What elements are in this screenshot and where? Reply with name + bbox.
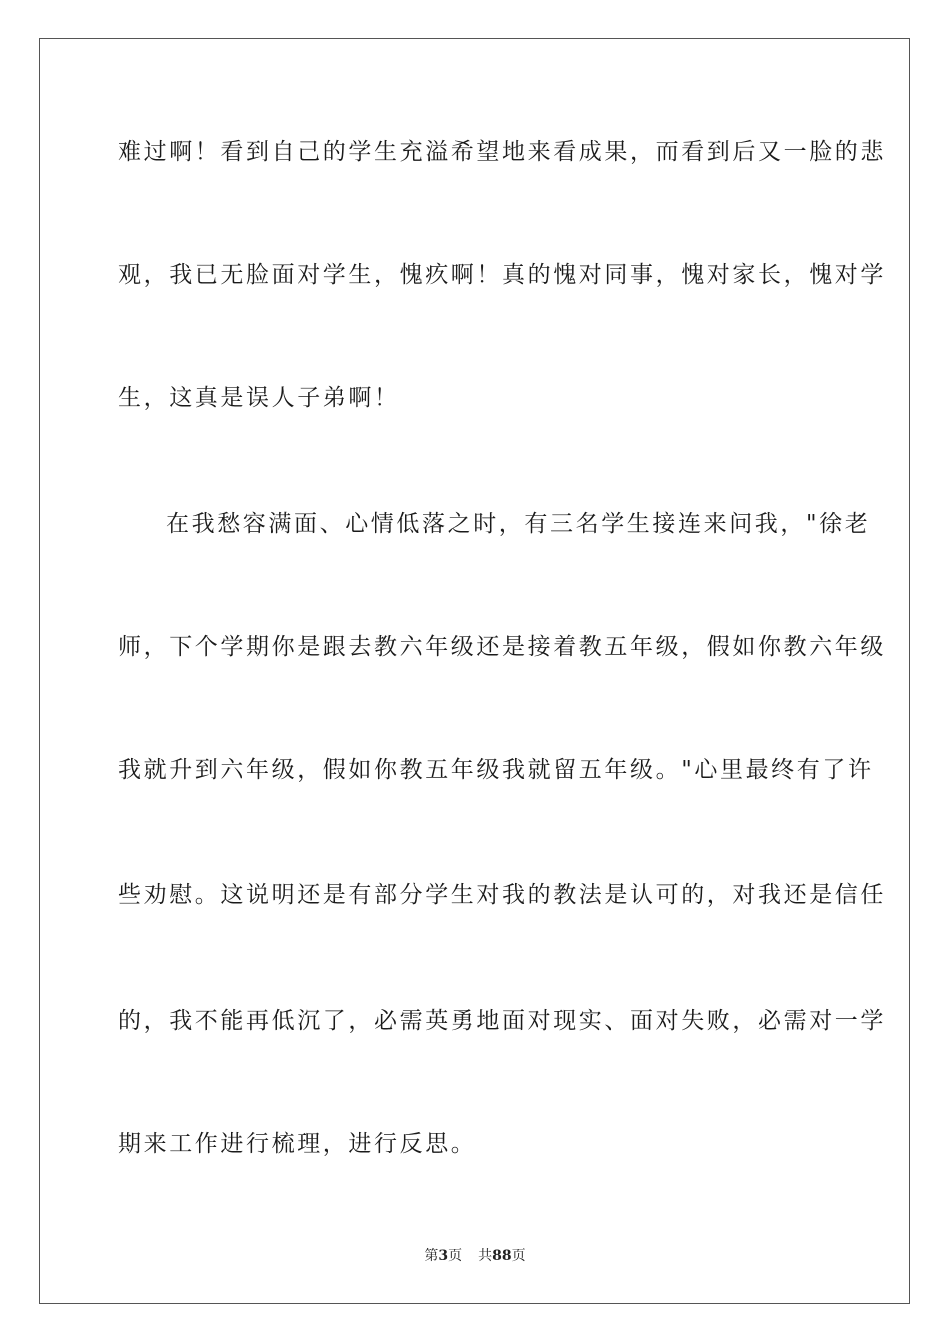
page-border [39, 38, 910, 1304]
text-line-4-paragraph-start: 在我愁容满面、心情低落之时，有三名学生接连来问我，"徐老 [166, 511, 871, 537]
text-line-1: 难过啊！看到自己的学生充溢希望地来看成果，而看到后又一脸的悲 [118, 139, 886, 165]
total-prefix: 共 [478, 1248, 493, 1264]
text-line-6: 我就升到六年级，假如你教五年级我就留五年级。"心里最终有了许 [118, 757, 874, 783]
text-line-2: 观，我已无脸面对学生，愧疚啊！真的愧对同事，愧对家长，愧对学 [118, 262, 886, 288]
total-pages: 88 [492, 1248, 512, 1264]
text-line-5: 师，下个学期你是跟去教六年级还是接着教五年级，假如你教六年级 [118, 634, 886, 660]
page-suffix: 页 [448, 1248, 463, 1264]
total-suffix: 页 [511, 1248, 526, 1264]
text-line-3: 生，这真是误人子弟啊！ [118, 385, 400, 411]
page-prefix: 第 [424, 1248, 439, 1264]
text-line-9: 期来工作进行梳理，进行反思。 [118, 1131, 477, 1157]
page-footer [0, 1247, 950, 1265]
text-line-8: 的，我不能再低沉了，必需英勇地面对现实、面对失败，必需对一学 [118, 1008, 886, 1034]
text-line-7: 些劝慰。这说明还是有部分学生对我的教法是认可的，对我还是信任 [118, 882, 886, 908]
page-number: 3 [438, 1248, 449, 1264]
